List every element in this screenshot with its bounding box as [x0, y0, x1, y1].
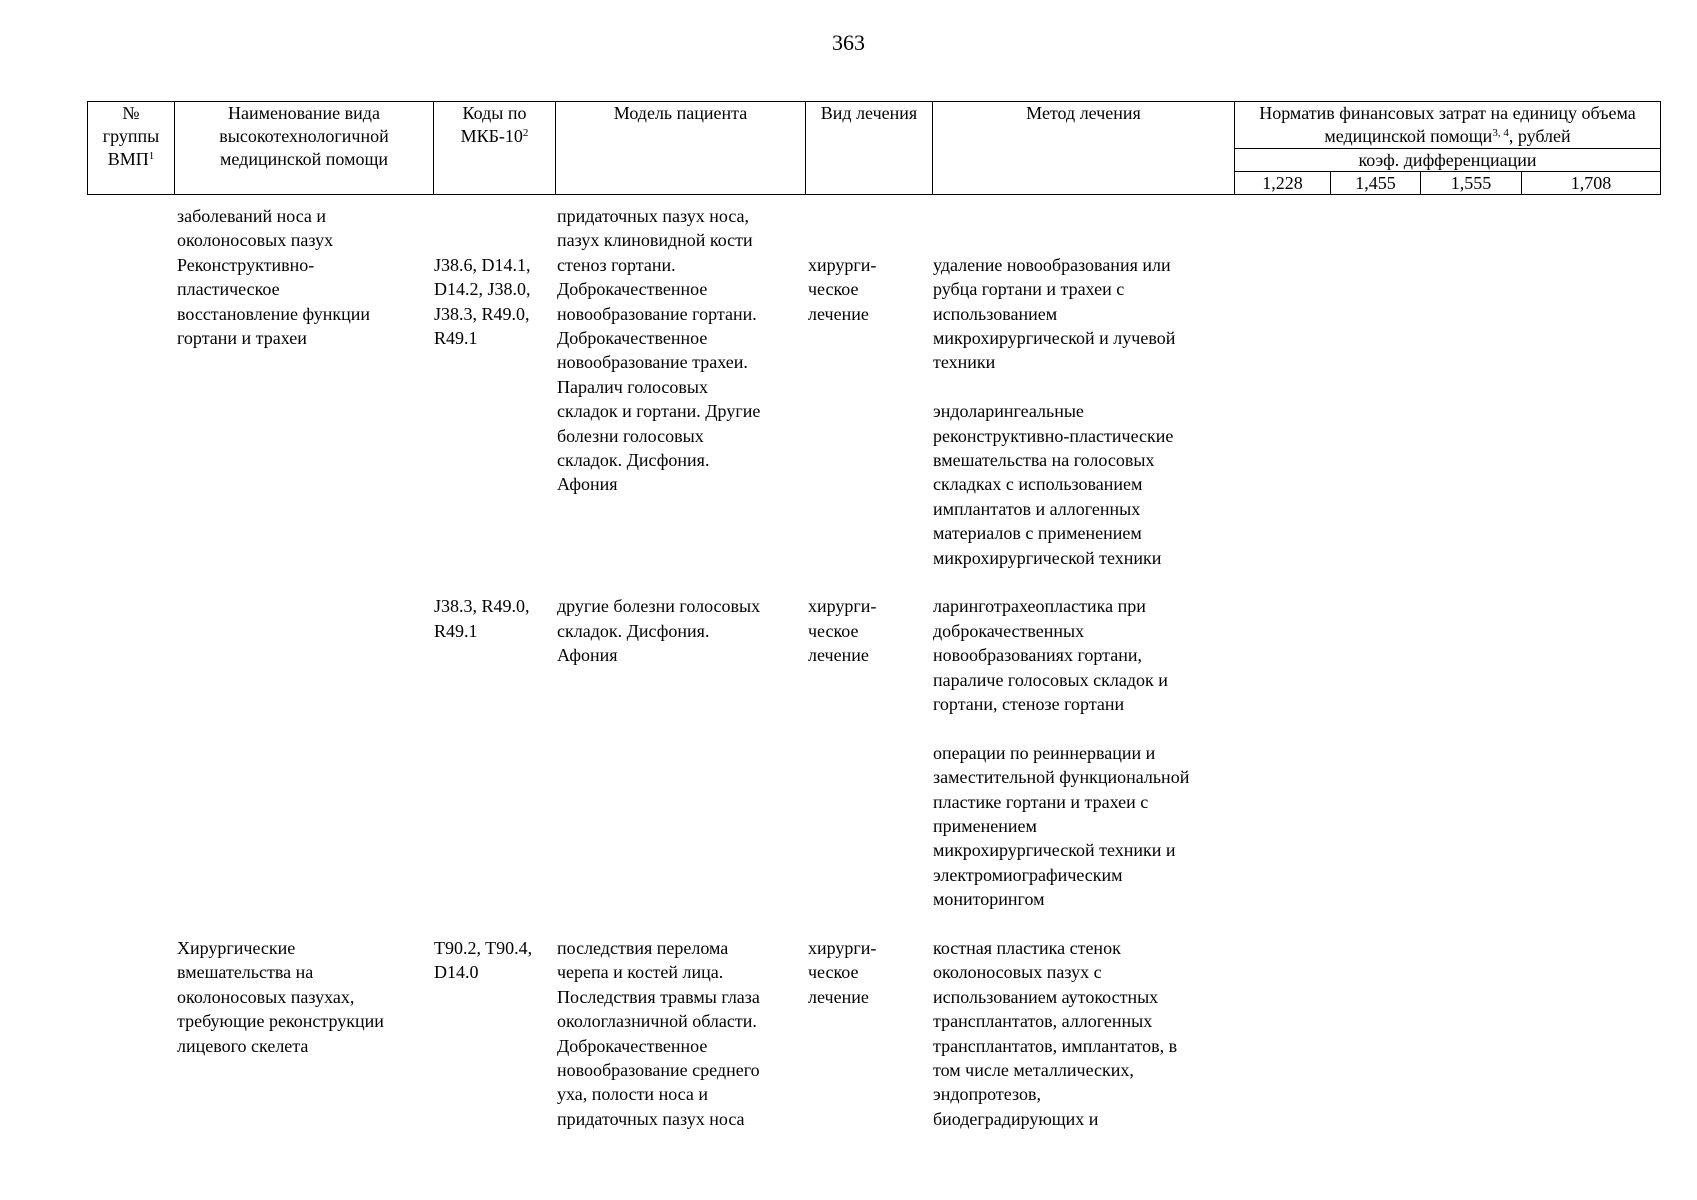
row-2-model: другие болезни голосовых складок. Дисфония. Афония — [557, 596, 761, 666]
row-3-model: последствия перелома черепа и костей лица. Последствия травмы глаза окологлазничной области. Доброкачественное новообразование среднего уха, полости носа и придаточных пазух носа — [557, 938, 760, 1129]
row-2-method-2: операции по реиннервации и заместительной функциональной пластике гортани и трахеи с применением микрохирургической техники и электромиографическим мониторингом — [933, 742, 1190, 910]
row-3-method: костная пластика стенок околоносовых пазух с использованием аутокостных трансплантатов, аллогенных трансплантатов, имплантатов, в том числе металлических, эндопротезов, биодеградирующих и — [933, 938, 1178, 1129]
row-2-type: хирурги- ческое лечение — [808, 596, 877, 666]
row-3-name: Хирургические вмешательства на околоносовых пазухах, требующие реконструкции лицевого скелета — [177, 938, 384, 1056]
header-coef-4: 1,708 — [1522, 172, 1661, 195]
row-1-codes: J38.6, D14.1, D14.2, J38.0, J38.3, R49.0, R49.1 — [434, 254, 531, 349]
row-3-codes: T90.2, T90.4, D14.0 — [434, 938, 533, 983]
row-2-method: ларинготрахеопластика при доброкачественных новообразованиях гортани, параличе голосовых складок и гортани, стенозе гортани — [933, 596, 1168, 715]
row-1-model: стеноз гортани. Доброкачественное новообразование гортани. Доброкачественное новообразование трахеи. Паралич голосовых складок и гортани. Другие болезни голосовых складок. Дисфония. Афония — [557, 254, 761, 495]
table-header — [87, 101, 1661, 195]
header-name: Наименование вида высокотехнологичной медицинской помощи — [175, 102, 434, 195]
row-1-method-2: эндоларингеальные реконструктивно-пластические вмешательства на голосовых складках с использованием имплантатов и аллогенных материалов с применением микрохирургической техники — [933, 401, 1174, 568]
row-0-name: заболеваний носа и околоносовых пазух — [177, 206, 334, 251]
header-coef-3: 1,555 — [1421, 172, 1522, 195]
header-codes: Коды по МКБ-$10^2$ — [434, 102, 556, 195]
row-1-type: хирурги- ческое лечение — [808, 254, 877, 324]
row-1-method: удаление новообразования или рубца гортани и трахеи с использованием микрохирургической и лучевой техники — [933, 254, 1176, 373]
header-treatment-type: Вид лечения — [806, 102, 933, 195]
header-model: Модель пациента — [556, 102, 806, 195]
page-number: 363 — [832, 30, 865, 55]
header-coef-1: 1,228 — [1235, 172, 1331, 195]
header-coef-label: коэф. дифференциации — [1235, 149, 1661, 172]
header-norm: Норматив финансовых затрат на единицу объема медицинской помощи$^{3, 4}$, рублей — [1235, 102, 1661, 149]
row-2-codes: J38.3, R49.0, R49.1 — [434, 596, 530, 641]
header-method: Метод лечения — [933, 102, 1235, 195]
row-1-name: Реконструктивно- пластическое восстановление функции гортани и трахеи — [177, 254, 370, 349]
row-3-type: хирурги- ческое лечение — [808, 938, 877, 1007]
header-group-number: № группы ВМП$^1$ — [88, 102, 175, 195]
header-coef-2: 1,455 — [1331, 172, 1421, 195]
row-0-model: придаточных пазух носа, пазух клиновидной кости — [557, 206, 753, 251]
